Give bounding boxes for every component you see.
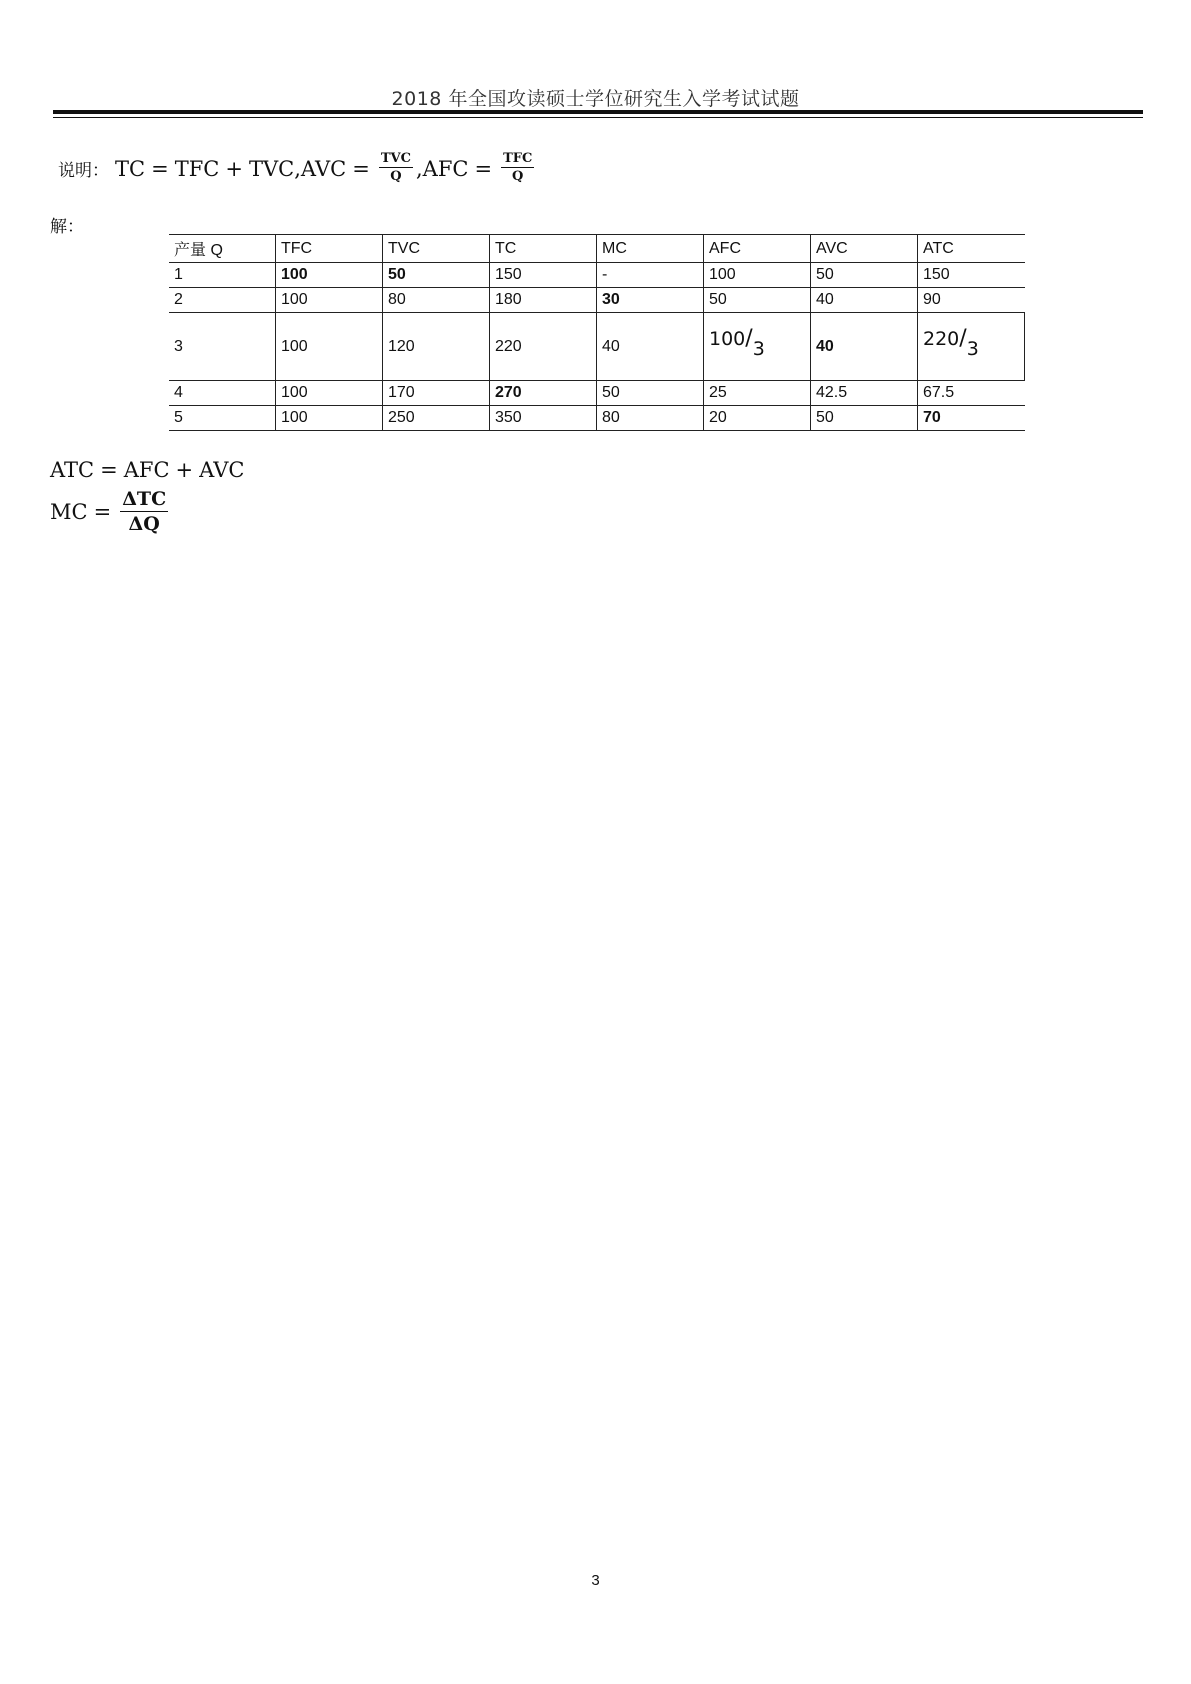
afc-frac-denominator: 3 [752,338,765,360]
table-cell: 100 [704,263,811,288]
table-header-row [169,235,1025,263]
formula-atc-plus: + [175,458,194,482]
table-cell: 100 [276,406,383,431]
formula-atc [50,458,244,482]
table-cell: 67.5 [918,381,1025,406]
note-eq-1: = [151,156,169,181]
note-plus: + [225,156,243,181]
note-definitions [58,152,537,185]
formula-mc-lhs: MC [50,499,88,524]
table-cell: 250 [383,406,490,431]
table-cell: 20 [704,406,811,431]
formula-mc [50,488,171,535]
table-cell: 220 [490,313,597,381]
note-comma-2: , [415,156,423,181]
table-cell: 40 [811,313,918,381]
note-tfc: TFC [174,156,220,181]
afc-frac-numerator: 100 [709,328,746,350]
table-cell: 50 [811,263,918,288]
table-cell: 100 [276,288,383,313]
table-cell: 180 [490,288,597,313]
table-cell-afc-fraction [704,313,811,381]
table-cell: 90 [918,288,1025,313]
table-row [169,288,1025,313]
afc-fraction [501,152,534,185]
afc-denominator: Q [512,169,524,184]
mc-numerator: ΔTC [122,488,167,510]
avc-fraction [379,152,413,185]
table-cell: 40 [597,313,704,381]
formula-atc-lhs: ATC [50,458,95,482]
mc-denominator: ΔQ [128,513,160,535]
table-cell: 42.5 [811,381,918,406]
afc-numerator: TFC [503,151,533,166]
header-cell: TC [490,235,597,263]
note-comma-1: , [294,156,301,181]
formula-mc-eq: = [93,499,112,524]
header-rule-thin [53,117,1143,118]
table-cell: 4 [169,381,276,406]
formula-atc-eq: = [100,458,118,482]
table-cell: 50 [704,288,811,313]
table-cell: 80 [383,288,490,313]
cost-table [169,234,1025,431]
avc-numerator: TVC [380,151,411,166]
table-cell: 3 [169,313,276,381]
table-cell: 30 [597,288,704,313]
table-cell: 120 [383,313,490,381]
atc-frac-numerator: 220 [923,328,960,350]
header-cell: MC [597,235,704,263]
atc-frac-slash: / [959,326,967,351]
mc-fraction [120,488,168,535]
table-cell-atc-fraction [918,313,1025,381]
atc-handwritten-fraction [923,326,979,360]
table-row [169,406,1025,431]
header-cell: TFC [276,235,383,263]
afc-handwritten-fraction [709,326,765,360]
table-cell: 70 [918,406,1025,431]
table-cell: 2 [169,288,276,313]
formula-atc-afc: AFC [123,458,170,482]
table-cell: 350 [490,406,597,431]
note-tvc: TVC [248,156,295,181]
note-formula [115,152,537,185]
page-number: 3 [591,1572,600,1589]
table-cell: 50 [597,381,704,406]
formula-atc-avc: AVC [199,458,245,482]
note-afc: AFC [422,156,469,181]
note-avc: AVC [300,156,347,181]
table-cell: 100 [276,313,383,381]
table-cell: 270 [490,381,597,406]
atc-frac-denominator: 3 [966,338,979,360]
table-row [169,263,1025,288]
table-cell: - [597,263,704,288]
table-cell: 40 [811,288,918,313]
note-label: 说明： [58,161,109,181]
header-cell: TVC [383,235,490,263]
table-cell: 100 [276,381,383,406]
solution-label: 解： [50,217,84,237]
table-cell: 150 [918,263,1025,288]
note-eq-3: = [474,156,493,181]
table-cell: 25 [704,381,811,406]
table-cell: 50 [383,263,490,288]
table-cell: 150 [490,263,597,288]
exam-title: 2018 年全国攻读硕士学位研究生入学考试试题 [391,88,800,110]
table-cell: 80 [597,406,704,431]
table-cell: 100 [276,263,383,288]
note-tc: TC [115,156,146,181]
table-cell: 1 [169,263,276,288]
note-eq-2: = [352,156,370,181]
table-row [169,313,1025,381]
afc-frac-slash: / [745,326,753,351]
header-cell: ATC [918,235,1025,263]
table-cell: 170 [383,381,490,406]
table-row [169,381,1025,406]
table-cell: 50 [811,406,918,431]
header-cell: AVC [811,235,918,263]
avc-denominator: Q [390,169,402,184]
header-cell: AFC [704,235,811,263]
header-cell: 产量 Q [169,235,276,263]
table-cell: 5 [169,406,276,431]
header-rule-thick [53,110,1143,114]
